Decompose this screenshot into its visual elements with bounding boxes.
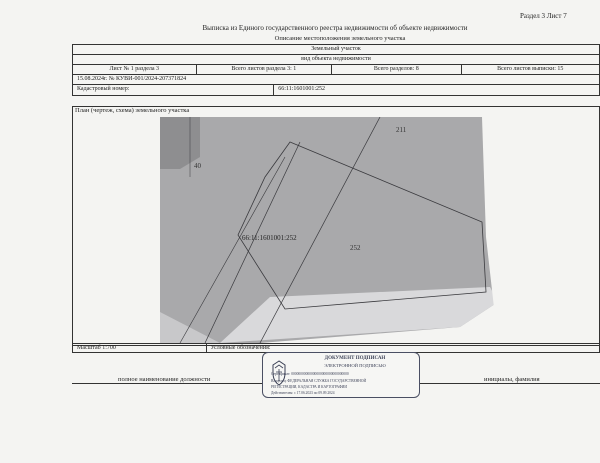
- date-row: [73, 75, 599, 85]
- legend-label: Условные обозначения:: [210, 345, 271, 351]
- label-40: 40: [194, 162, 201, 170]
- stamp-owner: Владелец: ФЕДЕРАЛЬНАЯ СЛУЖБА ГОСУДАРСТВЕННОЙ: [271, 379, 367, 383]
- sections-total: Всего разделов: 8: [332, 65, 462, 74]
- stamp-owner-cont: РЕГИСТРАЦИИ, КАДАСТРА И КАРТОГРАФИИ: [271, 385, 347, 389]
- initials-caption: инициалы, фамилия: [484, 376, 540, 383]
- cadastral-label: Кадастровый номер:: [73, 85, 274, 95]
- object-type-caption: вид объекта недвижимости: [301, 56, 371, 62]
- object-type-caption-row: [73, 55, 599, 65]
- date-and-number: 15.08.2024г. № КУВИ-001/2024-207371824: [77, 76, 187, 82]
- position-caption: полное наименование должности: [118, 376, 211, 383]
- cadastral-value: 66:11:1601001:252: [278, 86, 326, 92]
- stamp-certificate: Сертификат: 00000000000000000000000000000000: [271, 372, 349, 376]
- header-table: [72, 44, 600, 96]
- label-252: 252: [350, 244, 361, 252]
- stamp-title: ДОКУМЕНТ ПОДПИСАН: [324, 356, 386, 361]
- sheet-number: Лист № 1 раздела 3: [73, 65, 197, 74]
- land-plot-map: [160, 117, 520, 343]
- object-type: Земельный участок: [311, 46, 361, 52]
- label-211: 211: [396, 126, 407, 134]
- stamp-validity: Действителен: с 17.06.2023 по 09.09.2024: [271, 391, 335, 395]
- section-page-label: Раздел 3 Лист 7: [520, 12, 567, 20]
- scale-label: Масштаб 1:700: [73, 344, 207, 352]
- sheets-total: Всего листов выписки: 15: [497, 66, 564, 72]
- plan-label: План (чертеж, схема) земельного участка: [75, 107, 190, 114]
- label-cadastral: 66:11:1601001:252: [242, 234, 297, 242]
- object-type-row: [73, 45, 599, 55]
- document-title: Выписка из Единого государственного реестра недвижимости об объекте недвижимости: [202, 24, 468, 32]
- stamp-subtitle: ЭЛЕКТРОННОЙ ПОДПИСЬЮ: [324, 363, 386, 368]
- sheets-in-section: Всего листов раздела 3: 1: [197, 65, 332, 74]
- cadastral-row: [73, 85, 599, 95]
- document-subtitle: Описание местоположения земельного участка: [274, 35, 406, 42]
- electronic-signature-stamp: [262, 352, 420, 398]
- sheet-info-row: [73, 65, 599, 75]
